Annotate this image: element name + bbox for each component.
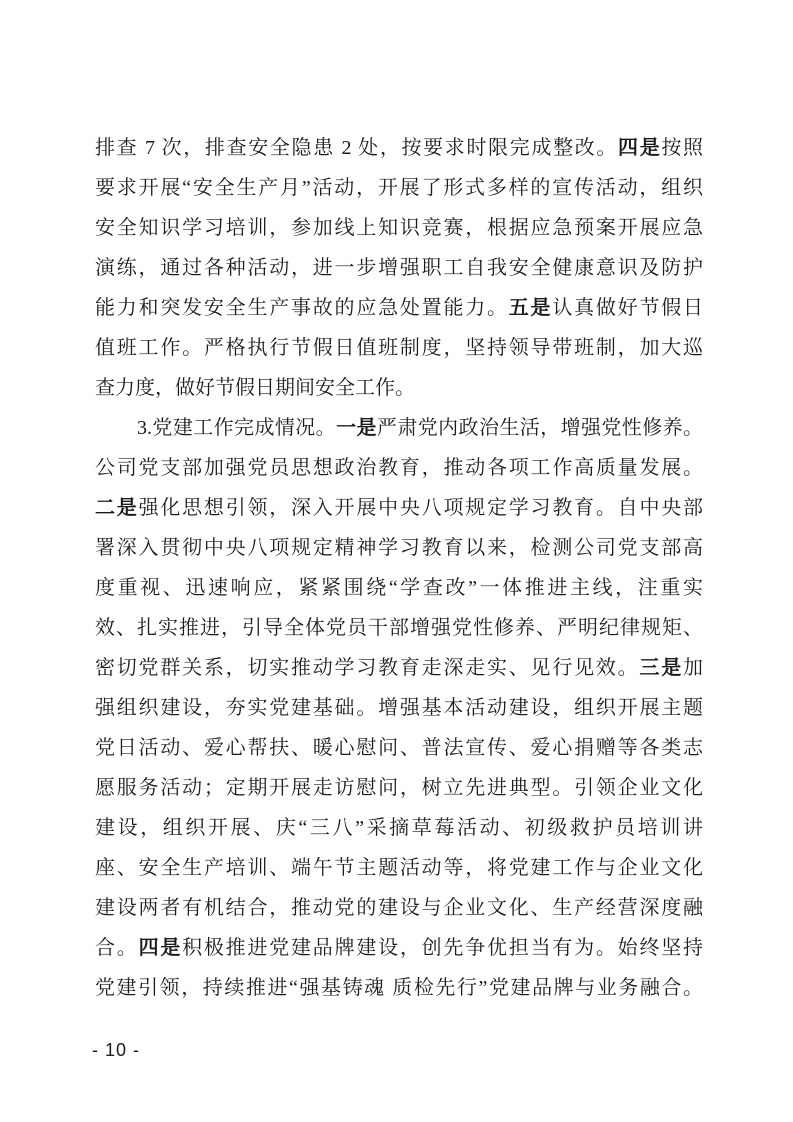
text-segment: 愿服务活动；定期开展走访慰问，树立先进典型。引领企业文化: [95, 777, 703, 799]
text-segment: 安全知识学习培训，参加线上知识竞赛，根据应急预案开展应急: [95, 217, 703, 239]
text-segment: 查力度，做好节假日期间安全工作。: [95, 377, 415, 399]
text-segment: 认真做好节假日: [552, 297, 703, 319]
text-line-16: [95, 728, 703, 768]
bold-text-segment: 二是: [95, 497, 139, 519]
text-line-9: [95, 448, 703, 488]
text-segment: 强组织建设，夯实党建基础。增强基本活动建设，组织开展主题: [95, 697, 703, 719]
text-segment: 建设两者有机结合，推动党的建设与企业文化、生产经营深度融: [95, 897, 703, 919]
text-line-18: [95, 808, 703, 848]
text-segment: 党建引领，持续推进“强基铸魂 质检先行”党建品牌与业务融合。: [95, 977, 703, 999]
text-line-17: [95, 768, 703, 808]
text-segment: 建设，组织开展、庆“三八”采摘草莓活动、初级救护员培训讲: [95, 817, 703, 839]
text-line-20: [95, 888, 703, 928]
text-segment: 密切党群关系，切实推动学习教育走深走实、见行见效。: [95, 657, 640, 679]
text-segment: 公司党支部加强党员思想政治教育，推动各项工作高质量发展。: [95, 457, 703, 479]
text-line-12: [95, 568, 703, 608]
text-line-22: [95, 968, 703, 1008]
bold-text-segment: 四是: [138, 937, 183, 959]
text-segment: 演练，通过各种活动，进一步增强职工自我安全健康意识及防护: [95, 257, 703, 279]
text-line-1: [95, 128, 703, 168]
page-number: - 10 -: [92, 1040, 141, 1060]
text-segment: 能力和突发安全生产事故的应急处置能力。: [95, 297, 509, 319]
bold-text-segment: 一是: [336, 417, 377, 439]
bold-text-segment: 五是: [508, 297, 553, 319]
text-segment: 度重视、迅速响应，紧紧围绕“学查改”一体推进主线，注重实: [95, 577, 703, 599]
text-line-21: [95, 928, 703, 968]
text-line-8: [95, 408, 703, 448]
text-line-4: [95, 248, 703, 288]
text-segment: 3.党建工作完成情况。: [137, 417, 337, 439]
text-segment: 强化思想引领，深入开展中央八项规定学习教育。自中央部: [138, 497, 703, 519]
text-line-5: [95, 288, 703, 328]
text-line-13: [95, 608, 703, 648]
text-line-10: [95, 488, 703, 528]
text-line-7: [95, 368, 703, 408]
text-segment: 值班工作。严格执行节假日值班制度，坚持领导带班制，加大巡: [95, 337, 703, 359]
text-segment: 座、安全生产培训、端午节主题活动等，将党建工作与企业文化: [95, 857, 703, 879]
document-body: [95, 128, 703, 1008]
text-line-14: [95, 648, 703, 688]
text-line-6: [95, 328, 703, 368]
text-segment: 加: [683, 657, 703, 679]
text-line-3: [95, 208, 703, 248]
text-segment: 排查 7 次，排查安全隐患 2 处，按要求时限完成整改。: [95, 137, 619, 159]
text-line-11: [95, 528, 703, 568]
text-segment: 积极推进党建品牌建设，创先争优担当有为。始终坚持: [182, 937, 703, 959]
text-segment: 按照: [661, 137, 703, 159]
text-segment: 效、扎实推进，引导全体党员干部增强党性修养、严明纪律规矩、: [95, 617, 703, 639]
text-line-15: [95, 688, 703, 728]
text-segment: 署深入贯彻中央八项规定精神学习教育以来，检测公司党支部高: [95, 537, 703, 559]
text-segment: 合。: [95, 937, 139, 959]
text-segment: 严肃党内政治生活，增强党性修养。: [376, 417, 703, 439]
text-segment: 党日活动、爱心帮扶、暖心慰问、普法宣传、爱心捐赠等各类志: [95, 737, 703, 759]
bold-text-segment: 三是: [639, 657, 684, 679]
text-line-2: [95, 168, 703, 208]
text-line-19: [95, 848, 703, 888]
text-segment: 要求开展“安全生产月”活动，开展了形式多样的宣传活动，组织: [95, 177, 703, 199]
bold-text-segment: 四是: [618, 137, 662, 159]
